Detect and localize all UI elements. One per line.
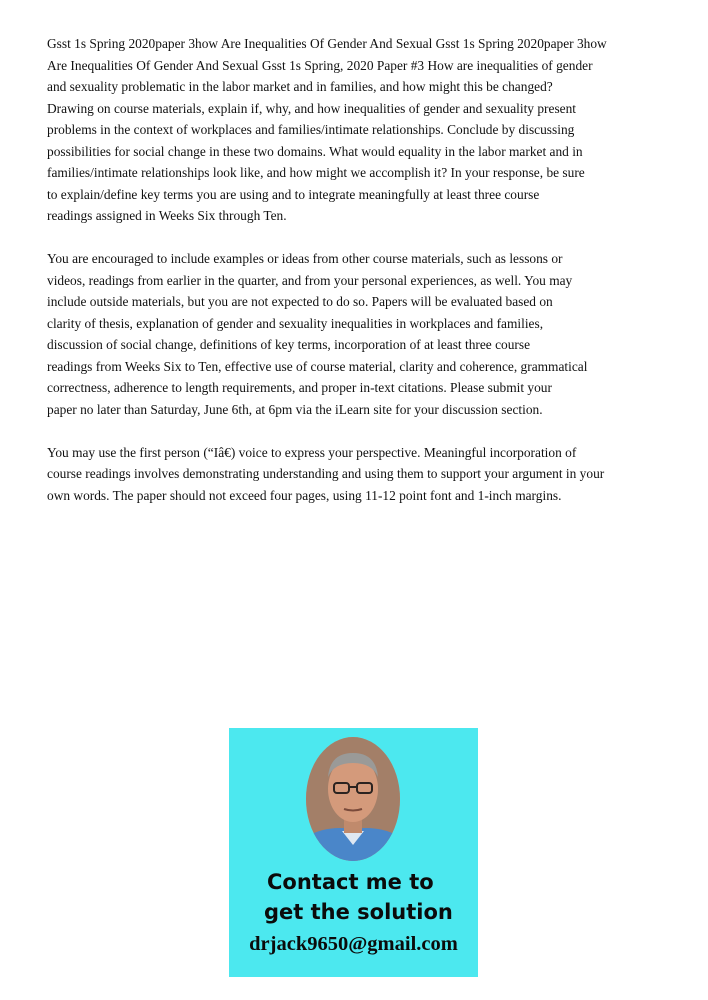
person-portrait-icon bbox=[306, 737, 400, 861]
text-line: readings from Weeks Six to Ten, effective use of course material, clarity and coherence, grammatical bbox=[47, 358, 588, 374]
text-line: paper no later than Saturday, June 6th, at 6pm via the iLearn site for your discussion section. bbox=[47, 401, 543, 417]
text-line: possibilities for social change in these two domains. What would equality in the labor market and in bbox=[47, 143, 583, 159]
text-line: clarity of thesis, explanation of gender and sexuality inequalities in workplaces and families, bbox=[47, 315, 544, 331]
contact-ad-banner[interactable] bbox=[229, 728, 478, 977]
text-line: You may use the first person (“Iâ€) voice to express your perspective. Meaningful incorporation of bbox=[47, 444, 577, 460]
text-line: readings assigned in Weeks Six through Ten. bbox=[47, 208, 287, 223]
text-line: You are encouraged to include examples or ideas from other course materials, such as lessons or bbox=[47, 251, 563, 266]
text-line: to explain/define key terms you are using and to integrate meaningfully at least three course bbox=[47, 186, 540, 202]
text-line: problems in the context of workplaces and families/intimate relationships. Conclude by discussing bbox=[47, 122, 575, 137]
text-line: include outside materials, but you are not expected to do so. Papers will be evaluated based on bbox=[47, 294, 553, 309]
text-line: Drawing on course materials, explain if, why, and how inequalities of gender and sexuality present bbox=[47, 100, 577, 116]
text-line: Gsst 1s Spring 2020paper 3how Are Inequalities Of Gender And Sexual Gsst 1s Spring 2020paper 3how bbox=[47, 36, 607, 51]
text-line: course readings involves demonstrating understanding and using them to support your argument in your bbox=[47, 466, 605, 481]
paragraph-3 bbox=[47, 442, 662, 507]
text-line: videos, readings from earlier in the quarter, and from your personal experiences, as well. You may bbox=[47, 272, 573, 288]
paragraph-2 bbox=[47, 248, 662, 420]
text-line: own words. The paper should not exceed four pages, using 11-12 point font and 1-inch margins. bbox=[47, 487, 562, 503]
cta-line-2: get the solution bbox=[264, 900, 453, 924]
document-body bbox=[47, 33, 662, 506]
text-line: families/intimate relationships look like, and how might we accomplish it? In your response, be sure bbox=[47, 165, 585, 180]
text-line: Are Inequalities Of Gender And Sexual Gsst 1s Spring, 2020 Paper #3 How are inequalities of gender bbox=[47, 57, 593, 73]
paragraph-1 bbox=[47, 33, 662, 227]
cta-line-1: Contact me to bbox=[267, 870, 434, 894]
contact-email[interactable]: drjack9650@gmail.com bbox=[249, 933, 458, 955]
text-line: and sexuality problematic in the labor market and in families, and how might this be changed? bbox=[47, 79, 553, 94]
text-line: discussion of social change, definitions of key terms, incorporation of at least three course bbox=[47, 337, 531, 352]
text-line: correctness, adherence to length requirements, and proper in-text citations. Please submit your bbox=[47, 380, 552, 395]
